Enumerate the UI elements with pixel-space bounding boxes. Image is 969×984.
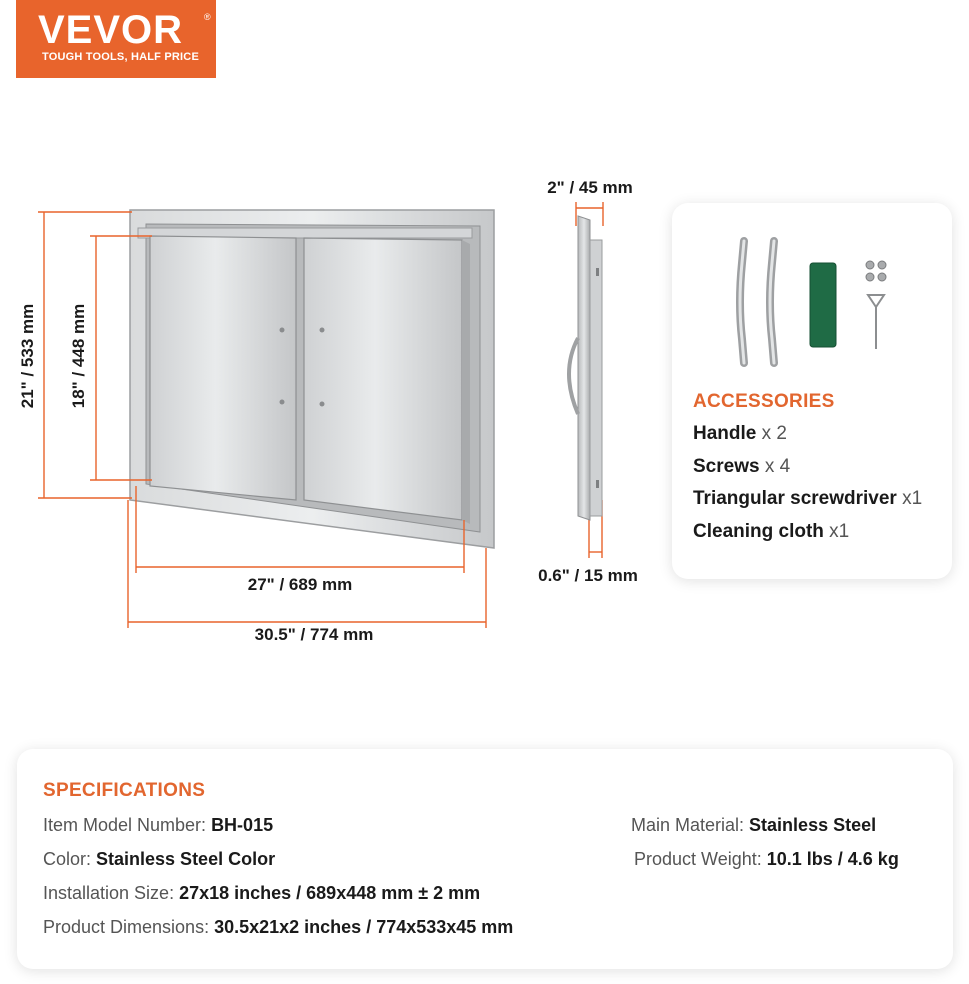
accessory-qty: x1 — [823, 521, 850, 542]
accessory-name: Cleaning cloth — [693, 521, 824, 542]
accessory-item — [693, 456, 790, 478]
accessory-qty: x 4 — [759, 456, 791, 477]
spec-value: 10.1 lbs / 4.6 kg — [766, 849, 899, 869]
dim-width-inner: 27" / 689 mm — [247, 575, 353, 594]
dim-width-outer: 30.5" / 774 mm — [254, 625, 374, 644]
accessories-title: ACCESSORIES — [693, 391, 835, 412]
dim-height-outer: 21" / 533 mm — [18, 303, 37, 409]
accessory-qty: x1 — [896, 488, 923, 509]
handle-icon — [770, 241, 774, 363]
logo-tagline: TOUGH TOOLS, HALF PRICE — [42, 51, 199, 63]
accessory-qty: x 2 — [756, 423, 787, 444]
handle-icon — [740, 241, 744, 363]
spec-label: Product Dimensions: — [43, 917, 215, 937]
spec-color — [43, 849, 275, 870]
spec-value: Stainless Steel — [749, 815, 877, 835]
spec-label: Installation Size: — [43, 883, 180, 903]
cleaning-cloth-icon — [810, 263, 836, 347]
spec-main-material — [631, 815, 876, 836]
spec-value: Stainless Steel Color — [96, 849, 276, 869]
accessory-item — [693, 521, 849, 543]
dim-depth-top: 2" / 45 mm — [547, 178, 633, 197]
logo-brand: VEVOR — [38, 8, 184, 52]
dim-height-inner: 18" / 448 mm — [69, 303, 88, 409]
spec-product-dimensions — [43, 917, 513, 938]
screwdriver-icon — [868, 295, 884, 349]
dim-depth-bottom: 0.6" / 15 mm — [538, 566, 638, 585]
spec-label: Product Weight: — [634, 849, 767, 869]
accessory-name: Triangular screwdriver — [693, 488, 897, 509]
accessory-name: Handle — [693, 423, 757, 444]
specifications-card — [17, 749, 953, 969]
spec-installation-size — [43, 883, 480, 904]
accessory-name: Screws — [693, 456, 760, 477]
right-door — [304, 238, 470, 524]
logo-registered-mark: ® — [204, 12, 211, 22]
spec-model — [43, 815, 273, 836]
accessories-illustration — [672, 203, 952, 383]
specifications-title: SPECIFICATIONS — [43, 780, 206, 801]
accessory-item — [693, 423, 787, 445]
accessories-card — [672, 203, 952, 579]
accessory-item — [693, 488, 922, 510]
spec-value: BH-015 — [211, 815, 274, 835]
side-view — [569, 216, 602, 520]
spec-label: Color: — [43, 849, 97, 869]
left-door — [150, 236, 296, 500]
spec-label: Main Material: — [631, 815, 750, 835]
spec-value: 27x18 inches / 689x448 mm ± 2 mm — [179, 883, 481, 903]
spec-product-weight — [634, 849, 899, 870]
spec-label: Item Model Number: — [43, 815, 212, 835]
screws-icon — [866, 261, 886, 281]
spec-value: 30.5x21x2 inches / 774x533x45 mm — [214, 917, 514, 937]
